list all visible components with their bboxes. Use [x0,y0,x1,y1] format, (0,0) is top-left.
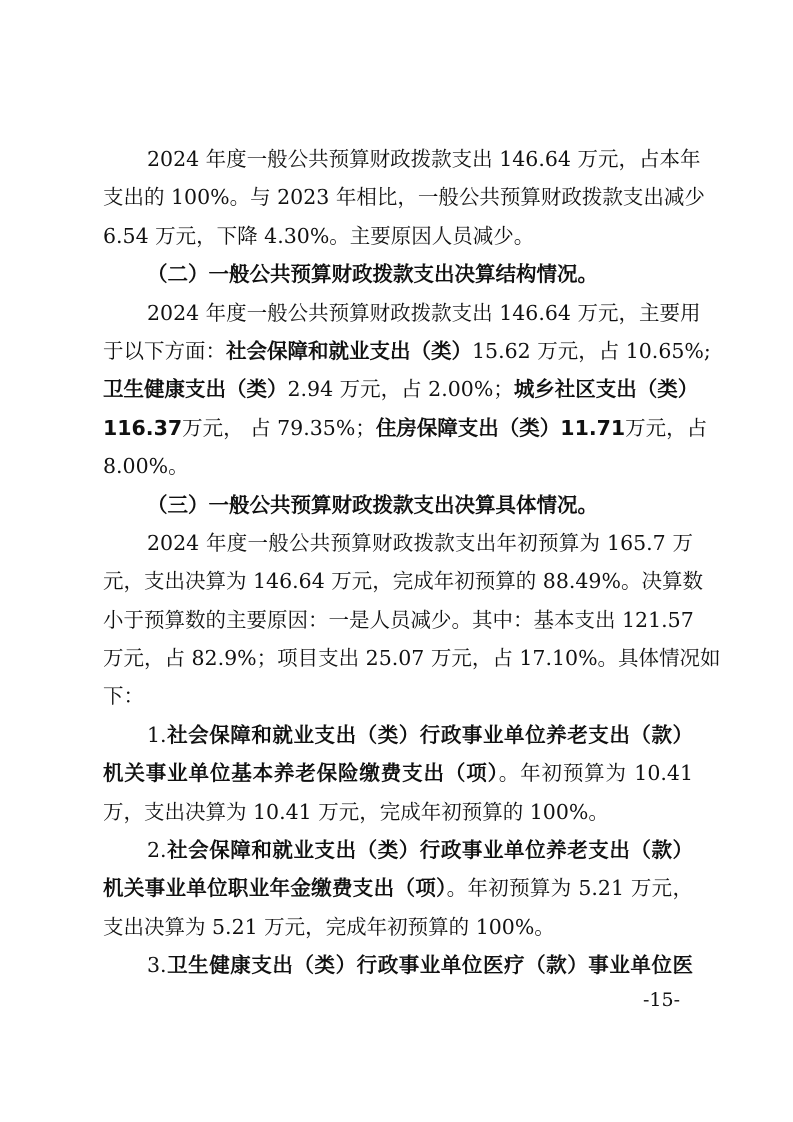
text-line [103,716,693,754]
item-number: 3. [147,953,167,978]
text-line: 2024 年度一般公共预算财政拨款支出 146.64 万元，占本年 [147,147,701,171]
text-run: 万元，占 [625,415,708,440]
category-name: 社会保障和就业支出（类） [226,338,472,363]
category-name: 机关事业单位职业年金缴费支出（项） [103,876,447,901]
text-line [103,869,693,907]
text-line: 支出的 100%。与 2023 年相比，一般公共预算财政拨款支出减少 [103,185,705,210]
category-name: 卫生健康支出（类）行政事业单位医疗（款）事业单位医 [166,953,693,978]
text-run: 15.62 万元，占 10.65%; [472,338,711,363]
text-run: 。年初预算为 5.21 万元， [446,876,693,901]
text-line: 万元，占 82.9%；项目支出 25.07 万元，占 17.10%。具体情况如 [103,646,721,671]
text-line [103,754,693,792]
text-line: 2024 年度一般公共预算财政拨款支出年初预算为 165.7 万 [147,530,693,555]
paragraph-expenditure-structure [103,294,711,486]
text-line: 8.00%。 [103,454,189,479]
text-line [103,370,699,408]
category-name: 社会保障和就业支出（类）行政事业单位养老支出（款） [166,722,693,747]
category-name: 城乡社区支出（类） [513,377,699,402]
page-number: -15- [643,989,681,1011]
text-line: 元，支出决算为 146.64 万元，完成年初预算的 88.49%。决算数 [103,569,703,594]
list-item-3 [103,946,693,984]
text-run: 。年初预算为 10.41 [498,761,693,786]
category-name: 卫生健康支出（类） [103,377,288,402]
section-heading-details: （三）一般公共预算财政拨款支出决算具体情况。 [147,492,598,517]
item-number: 2. [147,838,167,863]
text-line [103,332,711,370]
text-run: 于以下方面： [103,338,226,363]
text-line [103,946,693,984]
paragraph-expenditure-details [103,524,721,716]
text-line [103,409,708,447]
text-line: 小于预算数的主要原因：一是人员减少。其中：基本支出 121.57 [103,607,694,632]
document-body [103,140,721,985]
amount-value: 116.37 [103,415,183,440]
text-line: 6.54 万元，下降 4.30%。主要原因人员减少。 [103,223,535,248]
category-name: 社会保障和就业支出（类）行政事业单位养老支出（款） [166,838,693,863]
category-name: 机关事业单位基本养老保险缴费支出（项） [103,761,499,786]
section-heading-structure: （二）一般公共预算财政拨款支出决算结构情况。 [147,262,598,287]
text-line: 2024 年度一般公共预算财政拨款支出 146.64 万元，主要用 [147,300,701,325]
text-run: 万元， 占 79.35%； [182,415,376,440]
list-item-2 [103,831,693,946]
item-number: 1. [147,722,167,747]
list-item-1 [103,716,693,831]
paragraph-expenditure-overview [103,140,705,255]
category-name: 住房保障支出（类）11.71 [375,415,626,440]
text-line [103,831,693,869]
text-line: 支出决算为 5.21 万元，完成年初预算的 100%。 [103,914,555,939]
text-line: 万，支出决算为 10.41 万元，完成年初预算的 100%。 [103,799,609,824]
text-run: 2.94 万元，占 2.00%； [287,377,514,402]
text-line: 下： [103,684,144,709]
